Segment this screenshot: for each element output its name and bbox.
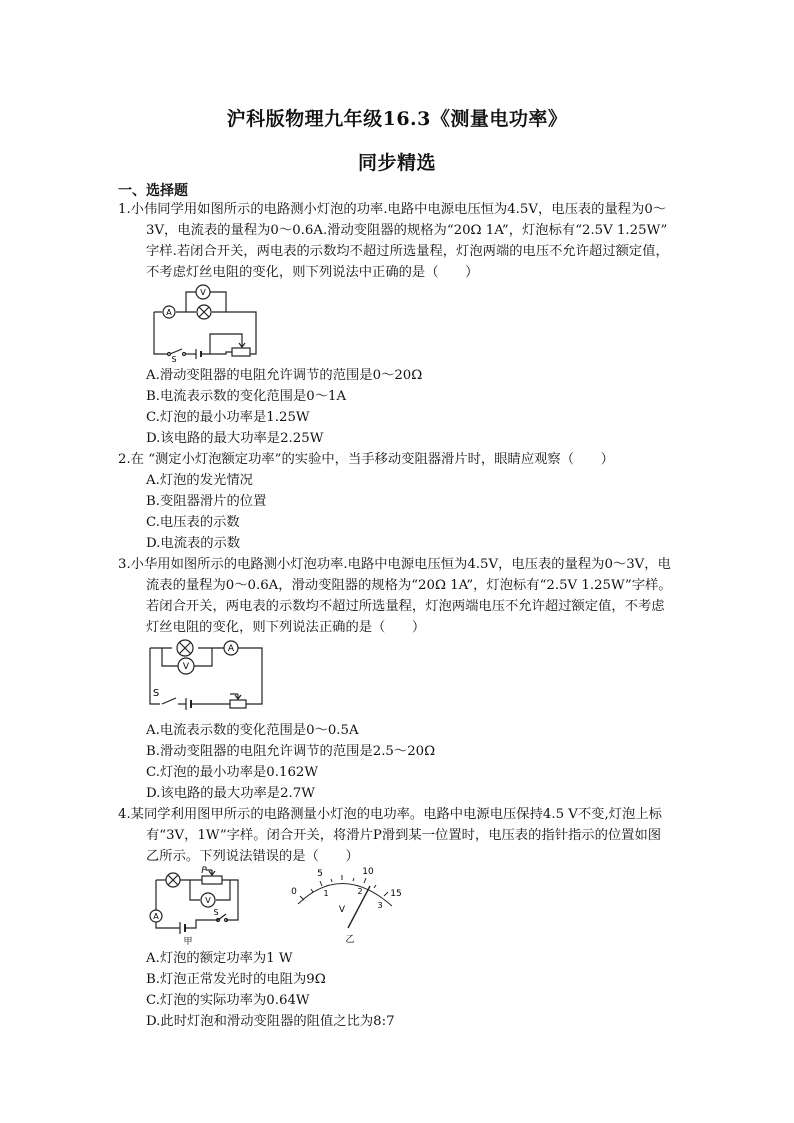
- q1-stem-line: 3V，电流表的量程为0～0.6A.滑动变阻器的规格为“20Ω 1A”，灯泡标有“2.5V 1.25W”: [146, 223, 668, 238]
- q4-option-d: D.此时灯泡和滑动变阻器的阻值之比为8:7: [146, 1014, 395, 1029]
- page-title: 沪科版物理九年级16.3《测量电功率》: [226, 108, 568, 130]
- q4-dial-tick: 0: [291, 887, 297, 897]
- q1-fig-label: V: [200, 288, 206, 297]
- q4-voltmeter-dial-yi: [282, 866, 412, 946]
- q1-stem-line: 不考虑灯丝电阻的变化，则下列说法中正确的是（ ）: [146, 265, 479, 280]
- q4-fig-label: P: [201, 866, 207, 876]
- q4-fig-caption-yi: 乙: [345, 935, 355, 945]
- q1-option-d: D.该电路的最大功率是2.25W: [146, 431, 324, 446]
- q1-fig-label: S: [171, 355, 177, 364]
- q3-stem-line: 3.小华用如图所示的电路测小灯泡功率.电路中电源电压恒为4.5V，电压表的量程为0～3V，电: [118, 557, 671, 572]
- q4-fig-label: S: [213, 908, 219, 917]
- q3-stem-line: 灯丝电阻的变化，则下列说法正确的是（ ）: [146, 620, 426, 635]
- q3-fig-label: S: [152, 688, 160, 699]
- q4-stem-line: 有“3V，1W”字样。闭合开关，将滑片P滑到某一位置时，电压表的指针指示的位置如图: [146, 828, 662, 843]
- q4-option-a: A.灯泡的额定功率为1 W: [146, 951, 293, 966]
- q2-option-c: C.电压表的示数: [146, 515, 240, 530]
- q1-option-c: C.灯泡的最小功率是1.25W: [146, 410, 310, 425]
- q3-stem-line: 若闭合开关，两电表的示数均不超过所选量程，灯泡两端电压不允许超过额定值，不考虑: [146, 599, 665, 614]
- q3-option-b: B.滑动变阻器的电阻允许调节的范围是2.5～20Ω: [146, 744, 436, 759]
- q4-circuit-diagram-jia: [146, 866, 248, 946]
- q3-option-a: A.电流表示数的变化范围是0～0.5A: [146, 723, 359, 738]
- q3-option-d: D.该电路的最大功率是2.7W: [146, 786, 315, 801]
- q3-fig-label: V: [182, 662, 190, 672]
- q1-stem-line: 1.小伟同学用如图所示的电路测小灯泡的功率.电路中电源电压恒为4.5V，电压表的量程为0～: [118, 202, 667, 217]
- q1-circuit-diagram: [146, 282, 264, 364]
- q4-fig-label: A: [153, 912, 159, 921]
- q1-option-b: B.电流表示数的变化范围是0～1A: [146, 389, 347, 404]
- q4-stem-line: 乙所示。下列说法错误的是（ ）: [146, 849, 359, 864]
- q1-fig-label: A: [166, 308, 172, 317]
- q4-dial-tick: 10: [362, 867, 374, 877]
- q3-stem-line: 流表的量程为0～0.6A，滑动变阻器的规格为“20Ω 1A”，灯泡标有“2.5V 1.25W”字样。: [146, 578, 672, 593]
- q2-option-d: D.电流表的示数: [146, 536, 241, 551]
- q4-dial-tick: 2: [357, 887, 363, 896]
- q1-option-a: A.滑动变阻器的电阻允许调节的范围是0～20Ω: [146, 368, 423, 383]
- q4-dial-tick: 15: [390, 889, 402, 899]
- q2-option-a: A.灯泡的发光情况: [146, 473, 253, 488]
- q4-stem-line: 4.某同学利用图甲所示的电路测量小灯泡的电功率。电路中电源电压保持4.5 V不变,灯泡上标: [118, 807, 662, 822]
- q2-stem-line: 2.在 “测定小灯泡额定功率”的实验中，当手移动变阻器滑片时，眼睛应观察（ ）: [118, 452, 614, 467]
- q3-option-c: C.灯泡的最小功率是0.162W: [146, 765, 319, 780]
- q3-circuit-diagram: [146, 638, 268, 714]
- q4-dial-tick: 3: [377, 901, 383, 910]
- q4-dial-tick: 1: [323, 889, 329, 898]
- q4-option-c: C.灯泡的实际功率为0.64W: [146, 993, 310, 1008]
- page-subtitle: 同步精选: [357, 152, 436, 174]
- section-heading: 一、选择题: [118, 183, 188, 199]
- q2-option-b: B.变阻器滑片的位置: [146, 494, 267, 509]
- q3-fig-label: A: [227, 644, 235, 654]
- q4-dial-unit: V: [338, 905, 346, 915]
- q4-option-b: B.灯泡正常发光时的电阻为9Ω: [146, 972, 326, 987]
- q1-stem-line: 字样.若闭合开关，两电表的示数均不超过所选量程，灯泡两端的电压不允许超过额定值，: [146, 244, 669, 259]
- q4-fig-label: V: [205, 896, 211, 905]
- q4-fig-caption-jia: 甲: [183, 937, 193, 946]
- q4-dial-tick: 5: [317, 869, 323, 879]
